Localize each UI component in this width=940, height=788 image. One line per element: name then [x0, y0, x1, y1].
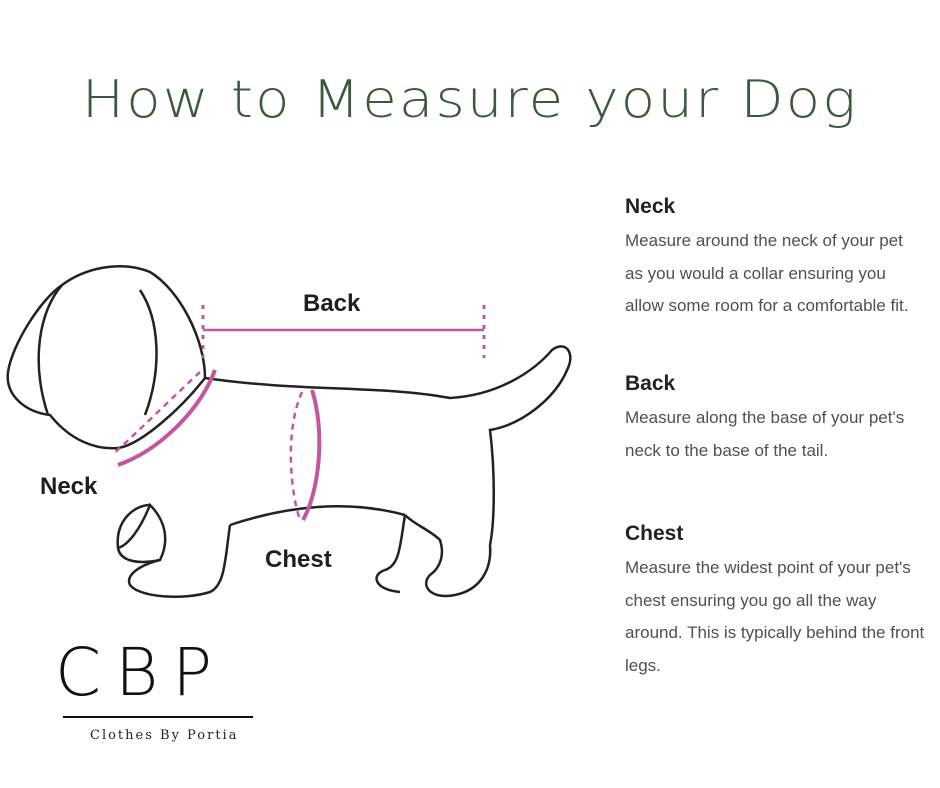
diagram-label-back: Back: [303, 290, 361, 317]
instruction-heading: Chest: [625, 522, 684, 545]
instruction-text: Measure along the base of your pet's neck to the base of the tail.: [625, 408, 905, 460]
dog-hind-leg-outline: [405, 515, 490, 596]
diagram-label-chest: Chest: [265, 546, 332, 573]
dog-ear-line: [140, 290, 156, 415]
instruction-neck: [625, 195, 925, 323]
brand-mark: CBP: [55, 634, 227, 711]
dog-front-paw: [118, 505, 160, 562]
brand-tagline: Clothes By Portia: [90, 728, 239, 743]
brand-logo: [55, 634, 260, 743]
dog-belly-outline: [230, 506, 405, 525]
page-title: How to Measure your Dog: [81, 70, 859, 130]
chest-measure-line: [303, 390, 319, 520]
instruction-text: Measure the widest point of your pet's chest ensuring you go all the way around. This is typically behind the front legs.: [625, 558, 925, 675]
instruction-heading: Neck: [625, 195, 676, 218]
chest-measure-dashed: [291, 392, 302, 520]
dog-head-outline: [8, 266, 205, 448]
dog-hind-leg-inner: [377, 515, 405, 592]
instruction-heading: Back: [625, 372, 676, 395]
instruction-back: [625, 372, 925, 467]
dog-front-leg-outline: [118, 505, 230, 597]
instruction-chest: [625, 522, 925, 682]
brand-divider: [63, 716, 253, 718]
instruction-text: Measure around the neck of your pet as you would a collar ensuring you allow some room for a comfortable fit.: [625, 231, 909, 315]
diagram-label-neck: Neck: [40, 473, 98, 500]
